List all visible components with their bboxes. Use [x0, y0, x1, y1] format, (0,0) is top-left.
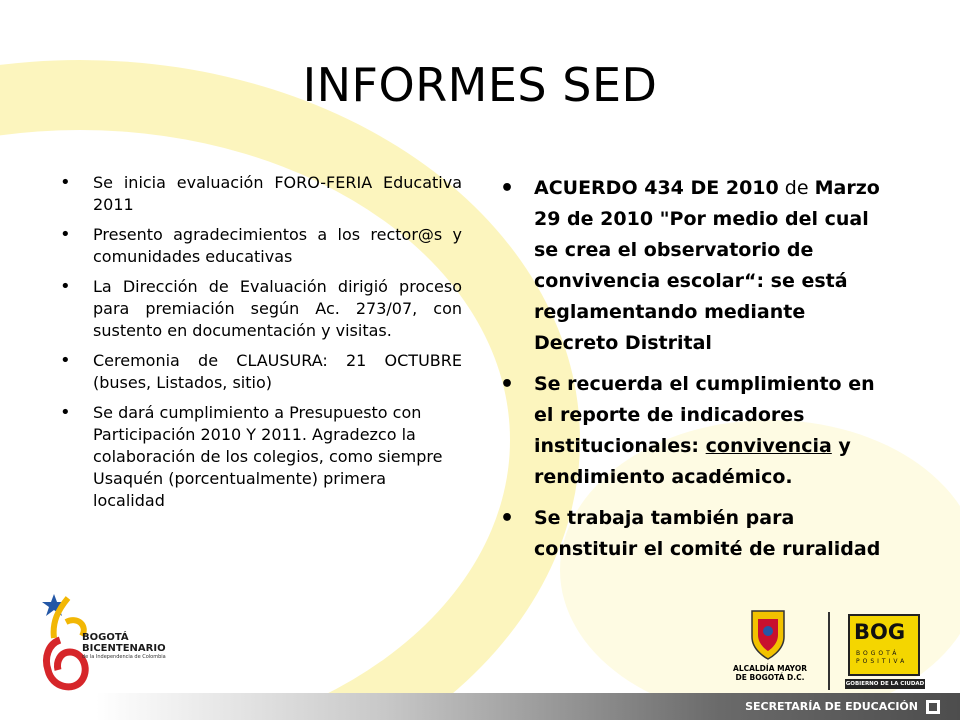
- right-bullet-acuerdo: [500, 173, 895, 359]
- bog-sub-1: BOGOTÁ: [856, 650, 900, 657]
- left-bullet: • Presento agradecimientos a los rector@s y comunidades educativas: [60, 224, 462, 268]
- alcaldia-line-2: DE BOGOTÁ D.C.: [735, 673, 805, 682]
- right-bullet-indicadores: [500, 369, 895, 493]
- left-bullet-list: [60, 172, 462, 520]
- convivencia-underlined: convivencia: [705, 435, 832, 457]
- indicadores-text-2: y rendimiento académico.: [534, 435, 851, 488]
- left-bullet: • La Dirección de Evaluación dirigió proceso para premiación según Ac. 273/07, con sustento en documentación y visitas.: [60, 276, 462, 342]
- bicentenario-title-1: BOGOTÁ: [82, 632, 129, 643]
- left-bullet: • Se inicia evaluación FORO-FERIA Educativa 2011: [60, 172, 462, 216]
- left-bullet: • Se dará cumplimiento a Presupuesto con Participación 2010 Y 2011. Agradezco la colaboración de los colegios, como siempre Usaquén (porcentualmente) primera localidad: [60, 402, 462, 512]
- footer-label: SECRETARÍA DE EDUCACIÓN: [745, 700, 918, 713]
- bog-sub-2: POSITIVA: [856, 658, 908, 665]
- bicentenario-title-2: BICENTENARIO: [82, 643, 166, 654]
- bogota-positiva-logo: [848, 614, 920, 676]
- bog-wordmark: BOG: [854, 620, 906, 644]
- alcaldia-line-1: ALCALDÍA MAYOR: [733, 664, 807, 673]
- alcaldia-label: [722, 664, 818, 682]
- acuerdo-detail: Marzo 29 de 2010 "Por medio del cual se crea el observatorio de convivencia escolar“: se está reglamentando mediante Decreto Distrital: [534, 177, 880, 354]
- left-bullet: • Ceremonia de CLAUSURA: 21 OCTUBRE (buses, Listados, sitio): [60, 350, 462, 394]
- right-bullet-list: [500, 173, 895, 575]
- slide-title: INFORMES SED: [302, 58, 658, 112]
- acuerdo-bold: ACUERDO 434 DE 2010: [534, 177, 779, 199]
- right-bullet-ruralidad: • Se trabaja también para constituir el comité de ruralidad: [500, 503, 895, 565]
- logo-divider: [828, 612, 830, 690]
- acuerdo-connector: de: [778, 177, 815, 199]
- footer-bar: [0, 693, 960, 720]
- square-icon: [926, 700, 940, 714]
- bog-subtitle: [856, 650, 907, 666]
- coat-of-arms-icon: [748, 607, 788, 663]
- gobierno-label: GOBIERNO DE LA CIUDAD: [845, 681, 925, 687]
- indicadores-text-1: Se recuerda el cumplimiento en el reporte de indicadores institucionales:: [534, 373, 875, 457]
- bicentenario-title: [82, 632, 166, 654]
- bicentenario-subtitle: de la Independencia de Colombia: [82, 654, 166, 660]
